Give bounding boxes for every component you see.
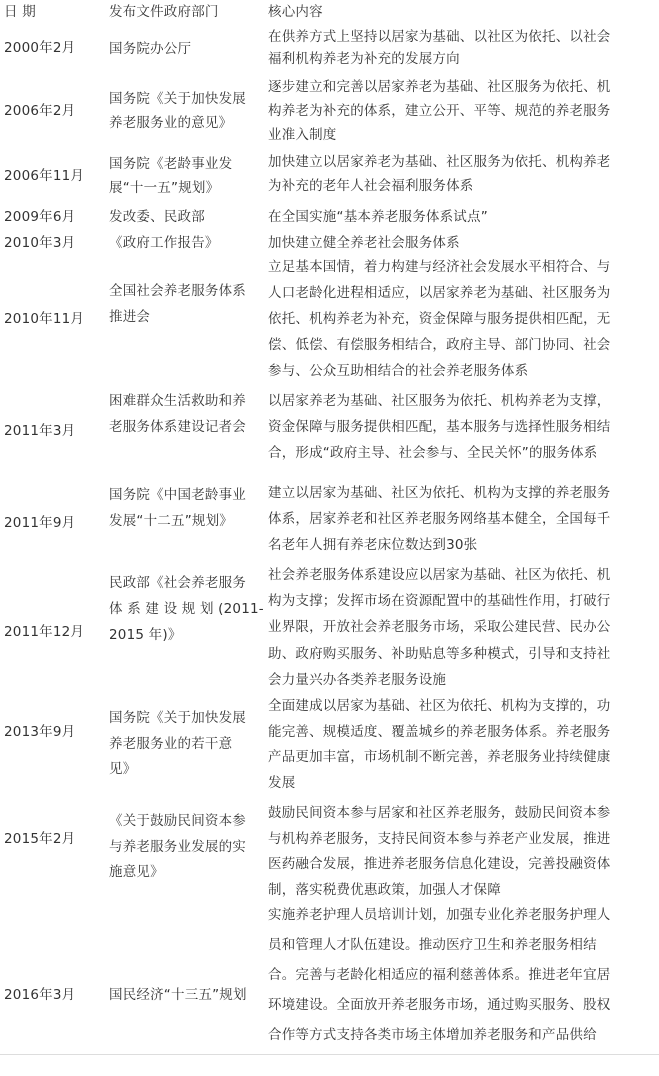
row-core-content-line: 产品更加丰富，市场机制不断完善，养老服务业持续健康 (268, 749, 611, 766)
row-core-content-line: 助、政府购买服务、补助贴息等多种模式，引导和支持社 (268, 645, 611, 662)
row-department-line: 国务院《关于加快发展 (109, 710, 246, 726)
row-core-content-line: 为补充的老年人社会福利服务体系 (268, 178, 474, 194)
row-department-line: 民政部《社会养老服务 (109, 575, 246, 591)
row-core-content-line: 人口老龄化进程相适应，以居家养老为基础、社区服务为 (268, 285, 611, 301)
row-department-line: 养老服务业的意见》 (109, 115, 233, 131)
row-core-content-line: 在全国实施“基本养老服务体系试点” (268, 209, 488, 225)
row-core-content-line: 依托、机构养老为补充，资金保障与服务提供相匹配，无 (268, 311, 611, 327)
row-department-line: 展“十一五”规划》 (109, 180, 220, 196)
row-department-line: 《政府工作报告》 (109, 235, 219, 251)
row-core-content-line: 发展 (268, 774, 296, 791)
row-department-line: 发展“十二五”规划》 (109, 513, 233, 529)
row-department-line: 困难群众生活救助和养 (109, 393, 246, 409)
row-core-content-line: 福利机构养老为补充的发展方向 (268, 51, 460, 67)
header-date: 日 期 (4, 4, 36, 20)
row-department-line: 发改委、民政部 (109, 209, 205, 225)
row-date: 2016年3月 (4, 987, 76, 1003)
row-core-content-line: 构养老为补充的体系，建立公开、平等、规范的养老服务 (268, 103, 611, 119)
row-date: 2011年12月 (4, 624, 85, 640)
row-department-line: 国务院《中国老龄事业 (109, 487, 246, 503)
row-department-line: 全国社会养老服务体系 (109, 283, 246, 299)
row-core-content-line: 名老年人拥有养老床位数达到30张 (268, 537, 478, 553)
row-department-line: 养老服务业的若干意 (109, 735, 233, 752)
row-date: 2011年9月 (4, 515, 76, 531)
row-core-content-line: 以居家养老为基础、社区服务为依托、机构养老为支撑， (268, 393, 611, 409)
row-department-line: 国务院办公厅 (109, 41, 192, 57)
row-core-content-line: 立足基本国情，着力构建与经济社会发展水平相符合、与 (268, 259, 611, 275)
row-core-content-line: 体系，居家养老和社区养老服务网络基本健全，全国每千 (268, 511, 611, 527)
row-date: 2010年11月 (4, 311, 85, 327)
row-date: 2015年2月 (4, 831, 76, 847)
row-department-line: 与养老服务业发展的实 (109, 838, 246, 855)
row-department-line: 国民经济“十三五”规划 (109, 987, 247, 1003)
row-core-content-line: 能完善、规模适度、覆盖城乡的养老服务体系。养老服务 (268, 723, 611, 740)
row-core-content-line: 业界限，开放社会养老服务市场，采取公建民营、民办公 (268, 619, 611, 636)
row-date: 2006年11月 (4, 168, 85, 184)
row-core-content-line: 医药融合发展，推进养老服务信息化建设，完善投融资体 (268, 856, 611, 873)
row-date: 2013年9月 (4, 724, 76, 740)
row-core-content-line: 环境建设。全面放开养老服务市场，通过购买服务、股权 (268, 997, 611, 1013)
row-core-content-line: 全面建成以居家为基础、社区为依托、机构为支撑的，功 (268, 698, 611, 714)
row-date: 2009年6月 (4, 209, 76, 225)
row-core-content-line: 参与、公众互助相结合的社会养老服务体系 (268, 363, 529, 379)
row-department-line: 老服务体系建设记者会 (109, 419, 246, 435)
row-core-content-line: 员和管理人才队伍建设。推动医疗卫生和养老服务相结 (268, 937, 597, 953)
row-core-content-line: 合作等方式支持各类市场主体增加养老服务和产品供给 (268, 1027, 597, 1043)
header-dept: 发布文件政府部门 (109, 4, 219, 20)
row-department-line: 推进会 (109, 309, 151, 325)
row-core-content-line: 业准入制度 (268, 127, 337, 143)
row-core-content-line: 合。完善与老龄化相适应的福利慈善体系。推进老年宜居 (268, 967, 611, 983)
row-core-content-line: 合，形成“政府主导、社会参与、全民关怀”的服务体系 (268, 445, 598, 461)
row-department-line: 见》 (109, 761, 137, 778)
row-date: 2010年3月 (4, 235, 76, 251)
row-date: 2000年2月 (4, 40, 76, 56)
row-core-content-line: 制，落实税费优惠政策，加强人才保障 (268, 881, 501, 898)
row-core-content-line: 资金保障与服务提供相匹配，基本服务与选择性服务相结 (268, 419, 611, 435)
row-core-content-line: 加快建立以居家养老为基础、社区服务为依托、机构养老 (268, 154, 611, 170)
row-core-content-line: 构为支撑；发挥市场在资源配置中的基础性作用，打破行 (268, 593, 611, 610)
row-core-content-line: 实施养老护理人员培训计划，加强专业化养老服务护理人 (268, 907, 611, 923)
row-department-line: 2015 年)》 (109, 627, 182, 644)
row-department-line: 《关于鼓励民间资本参 (109, 813, 246, 829)
row-core-content-line: 建立以居家为基础、社区为依托、机构为支撑的养老服务 (268, 485, 611, 501)
row-date: 2006年2月 (4, 103, 76, 119)
header-core: 核心内容 (268, 4, 323, 20)
row-core-content-line: 加快建立健全养老社会服务体系 (268, 235, 460, 251)
row-department-line: 施意见》 (109, 864, 164, 881)
row-core-content-line: 鼓励民间资本参与居家和社区养老服务，鼓励民间资本参 (268, 805, 611, 821)
row-core-content-line: 在供养方式上坚持以居家为基础、以社区为依托、以社会 (268, 29, 611, 45)
row-department-line: 体 系 建 设 规 划 (2011- (109, 601, 264, 618)
row-department-line: 国务院《关于加快发展 (109, 91, 246, 107)
row-core-content-line: 社会养老服务体系建设应以居家为基础、社区为依托、机 (268, 567, 611, 583)
row-core-content-line: 会力量兴办各类养老服务设施 (268, 671, 447, 688)
row-core-content-line: 与机构养老服务，支持民间资本参与养老产业发展，推进 (268, 830, 611, 847)
row-core-content-line: 偿、低偿、有偿服务相结合，政府主导、部门协同、社会 (268, 337, 611, 353)
row-date: 2011年3月 (4, 423, 76, 439)
row-core-content-line: 逐步建立和完善以居家养老为基础、社区服务为依托、机 (268, 79, 611, 95)
row-department-line: 国务院《老龄事业发 (109, 156, 233, 172)
table-bottom-border (0, 1054, 659, 1055)
